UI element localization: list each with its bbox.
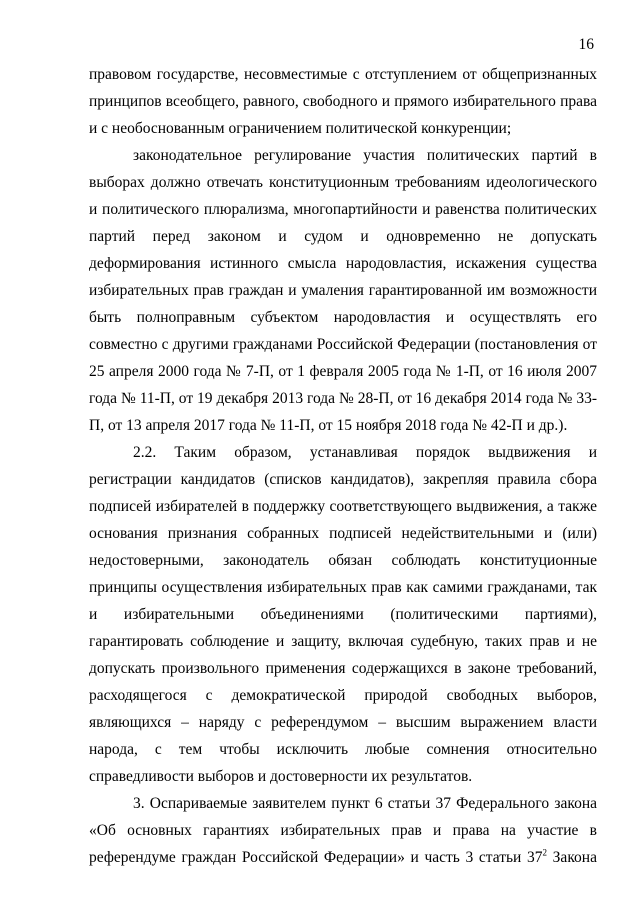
paragraph-4-tail: Закона: [547, 849, 597, 866]
paragraph-1: правовом государстве, несовместимые с отступлением от общепризнанных принципов всеобщего, равного, свободного и прямого избирательного права и с необоснованным ограничением политической конкуренции;: [89, 66, 597, 137]
paragraph-4-text: 3. Оспариваемые заявителем пункт 6 статьи 37 Федерального закона «Об основных гарантиях избирательных прав и права на участие в референдуме граждан Российской Федерации» и часть 3 статьи 37: [89, 795, 597, 866]
article-superscript: 2: [542, 847, 548, 858]
paragraph-2: законодательное регулирование участия политических партий в выборах должно отвечать конституционным требованиям идеологического и политического плюрализма, многопартийности и равенства политических партий перед законом и судом и одновременно не допускать деформирования истинного смысла народовластия, искажения существа избирательных прав граждан и умаления гарантированной им возможности быть полноправным субъектом народовластия и осуществлять его совместно с другими гражданами Российской Федерации (постановления от 25 апреля 2000 года № 7-П, от 1 февраля 2005 года № 1-П, от 16 июля 2007 года № 11-П, от 19 декабря 2013 года № 28-П, от 16 декабря 2014 года № 33-П, от 13 апреля 2017 года № 11-П, от 15 ноября 2018 года № 42-П и др.).: [89, 147, 597, 434]
document-body: [89, 61, 597, 871]
paragraph-4: [89, 790, 597, 871]
paragraph-3: 2.2. Таким образом, устанавливая порядок выдвижения и регистрации кандидатов (списков кандидатов), закрепляя правила сбора подписей избирателей в поддержку соответствующего выдвижения, а также основания признания собранных подписей недействительными и (или) недостоверными, законодатель обязан соблюдать конституционные принципы осуществления избирательных прав как самими гражданами, так и избирательными объединениями (политическими партиями), гарантировать соблюдение и защиту, включая судебную, таких прав и не допускать произвольного применения содержащихся в законе требований, расходящегося с демократической природой свободных выборов, являющихся – наряду с референдумом – высшим выражением власти народа, с тем чтобы исключить любые сомнения относительно справедливости выборов и достоверности их результатов.: [89, 444, 597, 785]
page-number: 16: [578, 36, 594, 53]
